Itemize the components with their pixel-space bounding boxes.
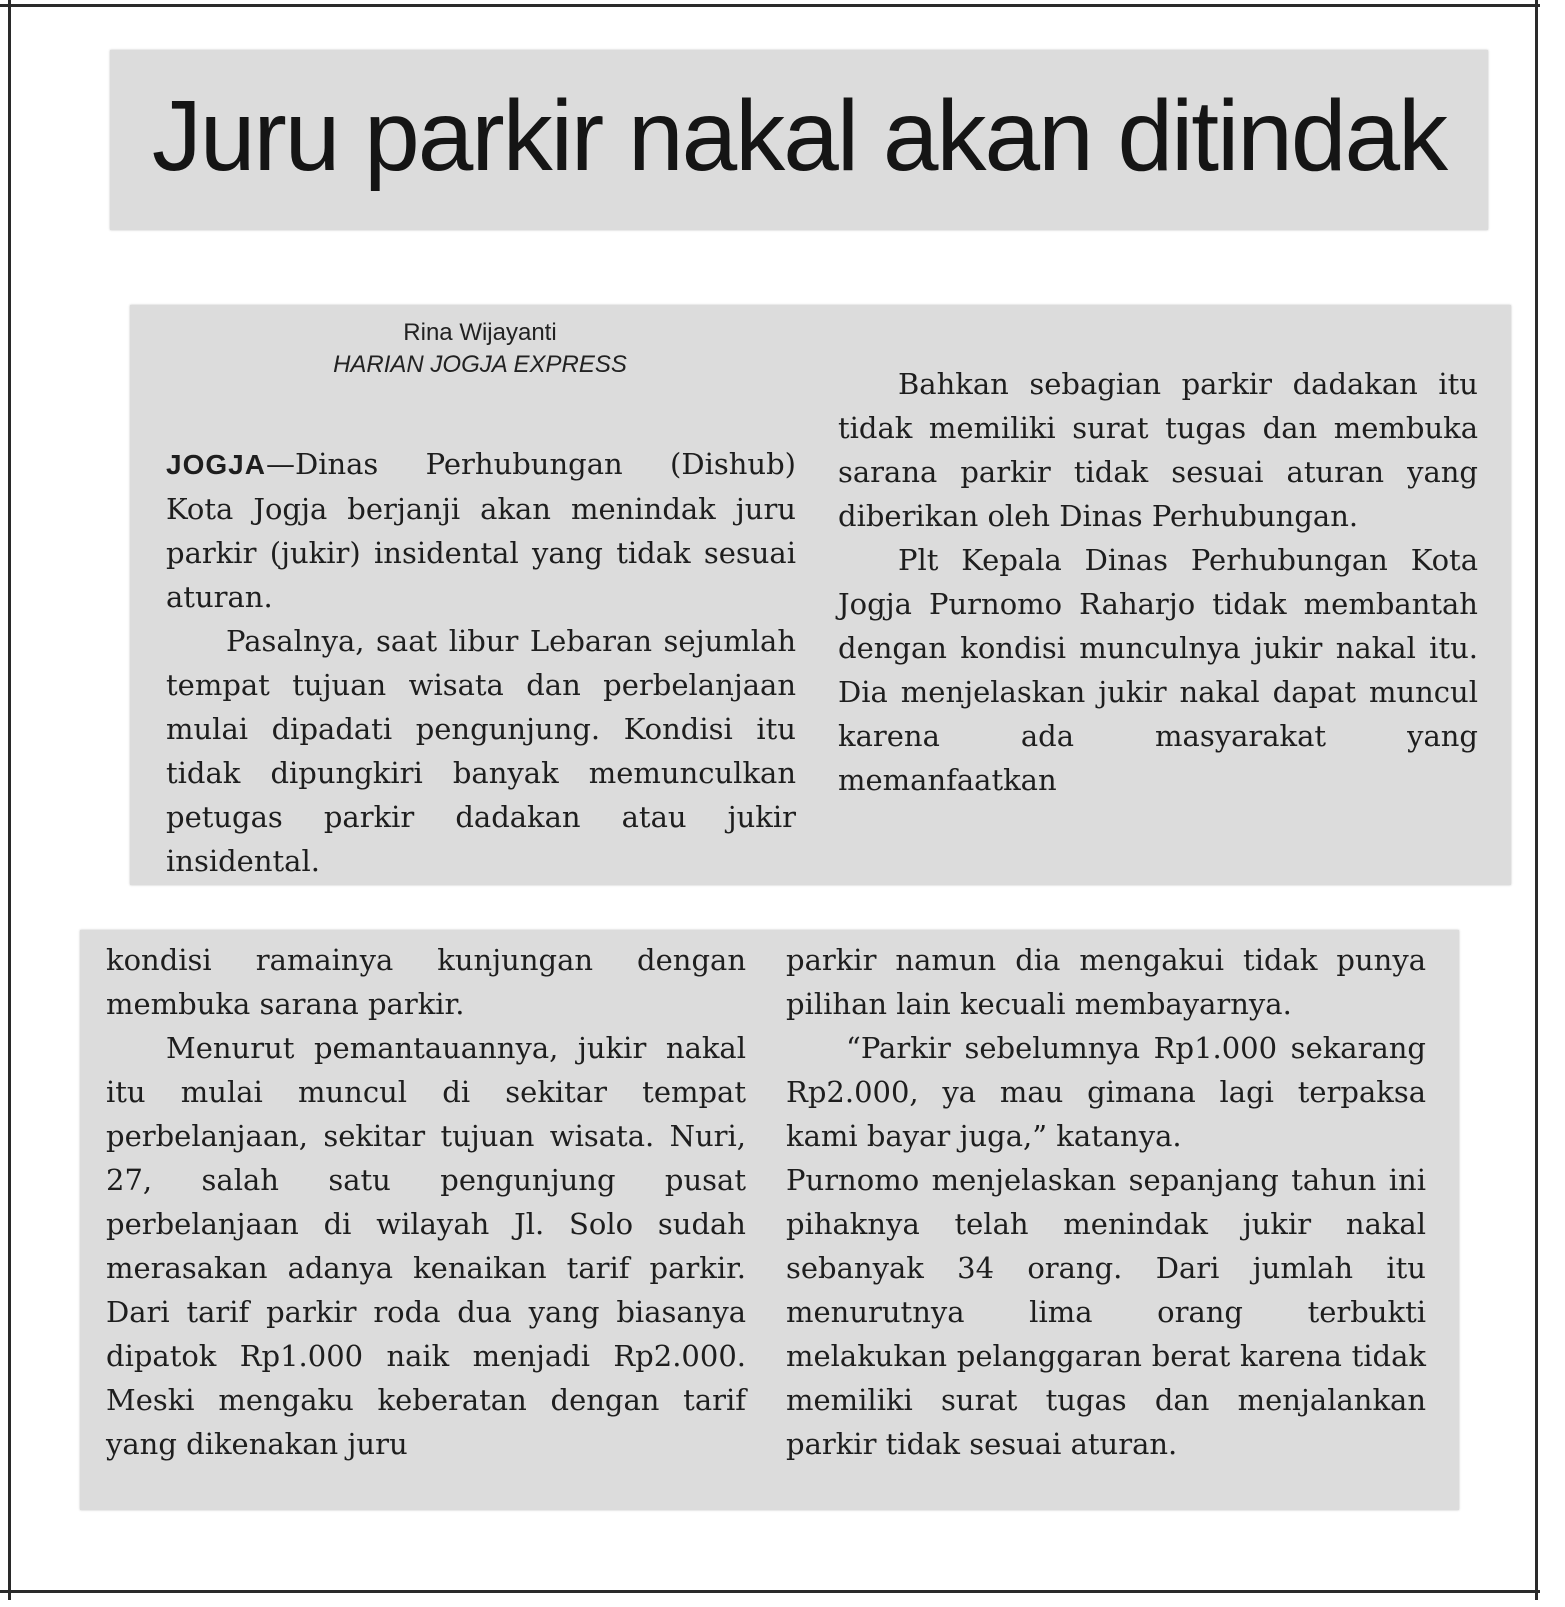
article-paragraph: Bahkan sebagian parkir dadakan itu tidak memiliki surat tugas dan membuka sarana parkir tidak sesuai aturan yang diberikan oleh Dinas Perhubungan. <box>838 367 1478 533</box>
article-clipping-1 <box>130 305 1511 885</box>
article-clipping-2 <box>80 930 1459 1510</box>
dateline: JOGJA <box>166 449 266 480</box>
byline <box>160 317 800 381</box>
headline-clipping <box>110 50 1488 230</box>
frame-border-top <box>0 4 1540 7</box>
article-column-3 <box>106 938 746 1466</box>
headline: Juru parkir nakal akan ditindak <box>151 80 1447 192</box>
article-paragraph: kondisi ramainya kunjungan dengan membuka sarana parkir. <box>106 943 746 1021</box>
article-column-1 <box>166 442 796 883</box>
article-paragraph: Purnomo menjelaskan sepanjang tahun ini pihaknya telah menindak jukir nakal sebanyak 34 orang. Dari jumlah itu menurutnya lima orang terbukti melakukan pelanggaran berat karena tidak memiliki surat tugas dan menjalankan parkir tidak sesuai aturan. <box>786 1163 1426 1461</box>
frame-border-left <box>8 0 11 1600</box>
article-paragraph: “Parkir sebelumnya Rp1.000 sekarang Rp2.000, ya mau gimana lagi terpaksa kami bayar juga,” katanya. <box>786 1031 1426 1153</box>
article-paragraph <box>166 442 796 619</box>
article-paragraph-text: Dinas Perhubungan (Dishub) Kota Jogja berjanji akan menindak juru parkir (jukir) insidental yang tidak sesuai aturan. <box>166 447 796 614</box>
article-paragraph: Plt Kepala Dinas Perhubungan Kota Jogja Purnomo Raharjo tidak membantah dengan kondisi munculnya jukir nakal itu. Dia menjelaskan jukir nakal dapat muncul karena ada masyarakat yang memanfaatkan <box>838 543 1478 797</box>
article-column-4 <box>786 938 1426 1466</box>
frame-border-right <box>1535 0 1538 1600</box>
dateline-dash: — <box>265 447 295 481</box>
byline-author: Rina Wijayanti <box>403 319 557 346</box>
frame-border-bottom <box>0 1590 1540 1593</box>
article-column-2 <box>838 362 1478 802</box>
article-paragraph: Pasalnya, saat libur Lebaran sejumlah tempat tujuan wisata dan perbelanjaan mulai dipadati pengunjung. Kondisi itu tidak dipungkiri banyak memunculkan petugas parkir dadakan atau jukir insidental. <box>166 624 796 878</box>
article-paragraph: Menurut pemantauannya, jukir nakal itu mulai muncul di sekitar tempat perbelanjaan, sekitar tujuan wisata. Nuri, 27, salah satu pengunjung pusat perbelanjaan di wilayah Jl. Solo sudah merasakan adanya kenaikan tarif parkir. Dari tarif parkir roda dua yang biasanya dipatok Rp1.000 naik menjadi Rp2.000. Meski mengaku keberatan dengan tarif yang dikenakan juru <box>106 1031 746 1461</box>
byline-publication: HARIAN JOGJA EXPRESS <box>333 351 627 378</box>
article-paragraph: parkir namun dia mengakui tidak punya pilihan lain kecuali membayarnya. <box>786 943 1426 1021</box>
